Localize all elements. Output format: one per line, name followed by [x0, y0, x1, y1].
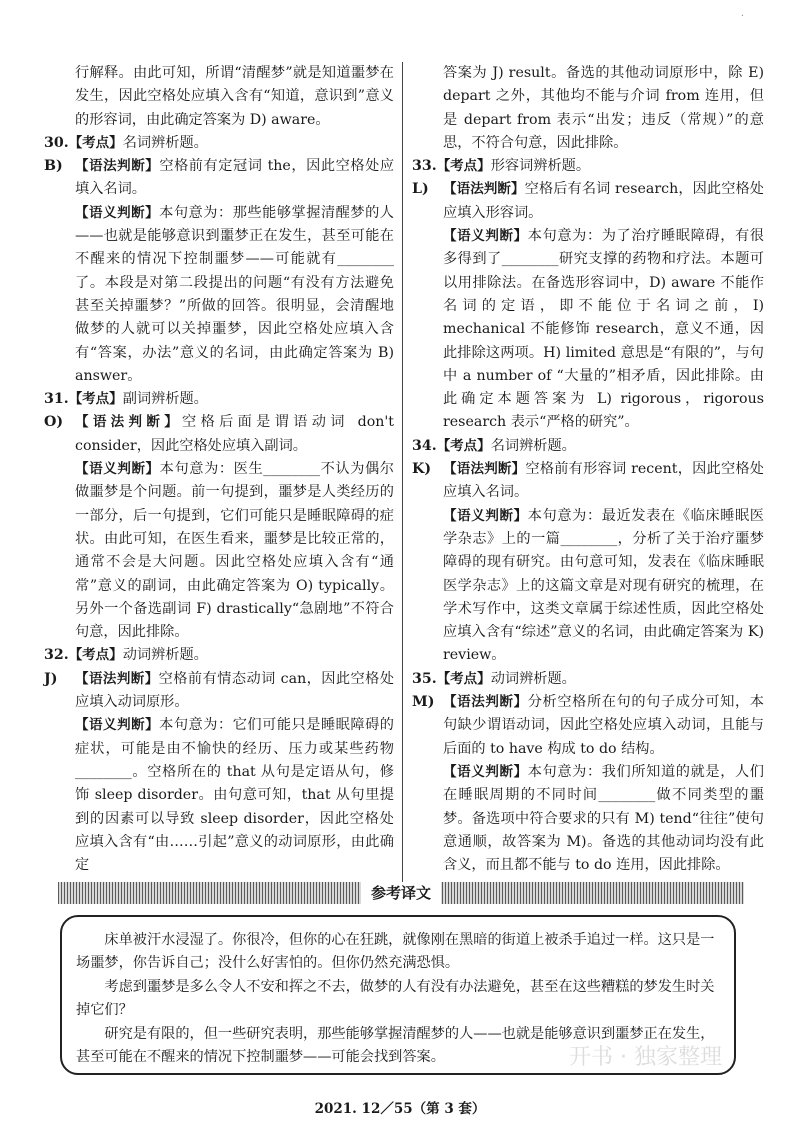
- question-number: 35.: [412, 670, 437, 687]
- question-number: 30.: [44, 134, 69, 151]
- kaodian-text: 形容词辨析题。: [490, 158, 591, 175]
- right-column: [412, 62, 764, 877]
- question-head: [412, 435, 764, 458]
- kaodian-label: 【考点】: [68, 647, 123, 664]
- meaning-text: 本句意为：那些能够掌握清醒梦的人——也就是能够意识到噩梦正在发生，甚至可能在不醒来的情况下控制噩梦——可能就有________了。本段是对第二段提出的问题“有没有方法避免甚至关掉噩梦？”所做的回答。很明显，会清醒地做梦的人就可以关掉噩梦，因此空格处应填入含有“答案，办法”意义的名词，由此确定答案为 B) answer。: [75, 204, 394, 384]
- grammar-text: 空格前有定冠词 the，因此空格处应填入名词。: [75, 158, 395, 198]
- corner-mark: .: [740, 8, 744, 19]
- grammar-text: 空格后面是谓语动词 don't consider，因此空格处应填入副词。: [75, 414, 395, 454]
- answer-letter: L): [412, 181, 429, 198]
- kaodian-text: 名词辨析题。: [122, 134, 208, 151]
- continuation-32: [412, 62, 764, 155]
- kaodian-label: 【考点】: [436, 158, 491, 175]
- meaning-text: 本句意为：为了治疗睡眠障碍，有很多得到了________研究支撑的药物和疗法。本题可以用排除法。在备选形容词中，D) aware 不能作名词的定语，即不能位于名词之前，I) mechanical 不能修饰 research，意义不通，因此排除这两项。H) limited 意思是“有限的”，与句中 a number of “大量的”相矛盾，因此排除。由此确定本题答案为 L) rigorous，rigorous research 表示“严格的研究”。: [443, 228, 764, 431]
- kaodian-label: 【考点】: [436, 670, 491, 687]
- answer-letter: O): [44, 414, 64, 431]
- question-30: [44, 132, 394, 388]
- question-head: [44, 388, 394, 411]
- question-31: [44, 388, 394, 644]
- meaning-label: 【语义判断】: [75, 204, 160, 221]
- paragraph: 行解释。由此可知，所谓“清醒梦”就是知道噩梦在发生，因此空格处应填入含有“知道，意识到”意义的形容词，由此确定答案为 D) aware。: [75, 65, 394, 128]
- meaning-label: 【语义判断】: [443, 763, 528, 780]
- grammar-judgement: [412, 691, 764, 761]
- question-head: [412, 155, 764, 178]
- meaning-judgement: [412, 225, 764, 435]
- kaodian-label: 【考点】: [436, 437, 491, 454]
- answer-letter: M): [412, 694, 435, 711]
- question-head: [44, 644, 394, 667]
- grammar-judgement: [412, 178, 764, 225]
- kaodian-label: 【考点】: [68, 391, 123, 408]
- grammar-text: 空格前有情态动词 can，因此空格处应填入动词原形。: [75, 670, 395, 711]
- column-divider: [402, 62, 403, 884]
- meaning-judgement: [44, 714, 394, 877]
- meaning-text: 本句意为：最近发表在《临床睡眠医学杂志》上的一篇________，分析了关于治疗噩梦障碍的现有研究。由句意可知，发表在《临床睡眠医学杂志》上的这篇文章是对现有研究的梳理，在学术写作中，这类文章属于综述性质，因此空格处应填入含有“综述”意义的名词，由此确定答案为 K) review。: [443, 507, 764, 664]
- grammar-label: 【语法判断】: [75, 414, 183, 431]
- kaodian-text: 动词辨析题。: [490, 670, 576, 687]
- kaodian-text: 名词辨析题。: [490, 437, 576, 454]
- grammar-label: 【语法判断】: [443, 461, 526, 478]
- page-footer: 2021. 12／55（第 3 套）: [314, 1101, 486, 1117]
- left-column: [44, 62, 394, 877]
- answer-letter: K): [412, 461, 432, 478]
- answer-letter: B): [44, 158, 63, 175]
- meaning-text: 本句意为：它们可能只是睡眠障碍的症状，可能是由不愉快的经历、压力或某些药物________。空格所在的 that 从句是定语从句，修饰 sleep disorder。由句意可知，that 从句里提到的因素可以导致 sleep disorder，因此空格处应填入含有“由……引起”意义的动词原形，由此确定: [75, 717, 394, 874]
- meaning-judgement: [44, 202, 394, 388]
- answer-letter: J): [44, 670, 58, 687]
- question-35: [412, 668, 764, 878]
- meaning-judgement: [44, 458, 394, 644]
- grammar-judgement: [44, 668, 394, 715]
- question-head: [44, 132, 394, 155]
- grammar-judgement: [44, 411, 394, 458]
- watermark: 开书 · 独家整理: [569, 1045, 722, 1070]
- grammar-text: 空格前有形容词 recent，因此空格处应填入名词。: [443, 461, 764, 501]
- question-33: [412, 155, 764, 435]
- grammar-label: 【语法判断】: [443, 694, 528, 711]
- question-32: [44, 644, 394, 877]
- grammar-judgement: [412, 458, 764, 505]
- kaodian-text: 副词辨析题。: [122, 391, 208, 408]
- continuation-29: [44, 62, 394, 132]
- meaning-text: 本句意为：我们所知道的就是，人们在睡眠周期的不同时间________做不同类型的噩梦。备选项中符合要求的只有 M) tend“往往”使句意通顺，故答案为 M)。备选的其他动词均没有此含义，而且都不能与 to do 连用，因此排除。: [443, 763, 764, 874]
- grammar-label: 【语法判断】: [75, 158, 160, 175]
- grammar-text: 空格后有名词 research，因此空格处应填入形容词。: [443, 181, 764, 221]
- translation-paragraph: 床单被汗水浸湿了。你很冷，但你的心在狂跳，就像刚在黑暗的街道上被杀手追过一样。这只是一场噩梦，你告诉自己；没什么好害怕的。但你仍然充满恐惧。: [76, 932, 715, 972]
- grammar-judgement: [44, 155, 394, 202]
- meaning-label: 【语义判断】: [75, 717, 160, 734]
- question-number: 34.: [412, 437, 437, 454]
- translation-heading: 参考译文: [361, 882, 441, 904]
- question-34: [412, 435, 764, 668]
- meaning-judgement: [412, 761, 764, 877]
- question-number: 32.: [44, 647, 69, 664]
- kaodian-label: 【考点】: [68, 134, 123, 151]
- translation-paragraph: 考虑到噩梦是多么令人不安和挥之不去，做梦的人有没有办法避免，甚至在这些糟糕的梦发生时关掉它们？: [76, 978, 715, 1019]
- kaodian-text: 动词辨析题。: [122, 647, 208, 664]
- translation-paragraph: 研究是有限的，但一些研究表明，那些能够掌握清醒梦的人——也就是能够意识到噩梦正在发生，甚至可能在不醒来的情况下控制噩梦——可能会找到答案。: [76, 1025, 715, 1066]
- grammar-label: 【语法判断】: [443, 181, 525, 198]
- translation-heading-bar: [58, 882, 744, 904]
- meaning-judgement: [412, 505, 764, 668]
- meaning-label: 【语义判断】: [75, 461, 160, 478]
- grammar-text: 分析空格所在句的句子成分可知，本句缺少谓语动词，因此空格处应填入动词，且能与后面的 to have 构成 to do 结构。: [443, 694, 764, 757]
- meaning-label: 【语义判断】: [443, 228, 528, 245]
- question-number: 31.: [44, 391, 69, 408]
- grammar-label: 【语法判断】: [75, 670, 159, 687]
- question-head: [412, 668, 764, 691]
- question-number: 33.: [412, 158, 437, 175]
- paragraph: 答案为 J) result。备选的其他动词原形中，除 E) depart 之外，其他均不能与介词 from 连用，但是 depart from 表示“出发；违反（常规）”的意思，不符合句意，因此排除。: [443, 65, 764, 151]
- meaning-label: 【语义判断】: [443, 507, 528, 524]
- meaning-text: 本句意为：医生________不认为偶尔做噩梦是个问题。前一句提到，噩梦是人类经历的一部分，后一句提到，它们可能只是睡眠障碍的症状。由此可知，在医生看来，噩梦是比较正常的，通常不会是大问题。因此空格处应填入含有“通常”意义的副词，由此确定答案为 O) typically。另外一个备选副词 F) drastically“急剧地”不符合句意，因此排除。: [75, 461, 394, 641]
